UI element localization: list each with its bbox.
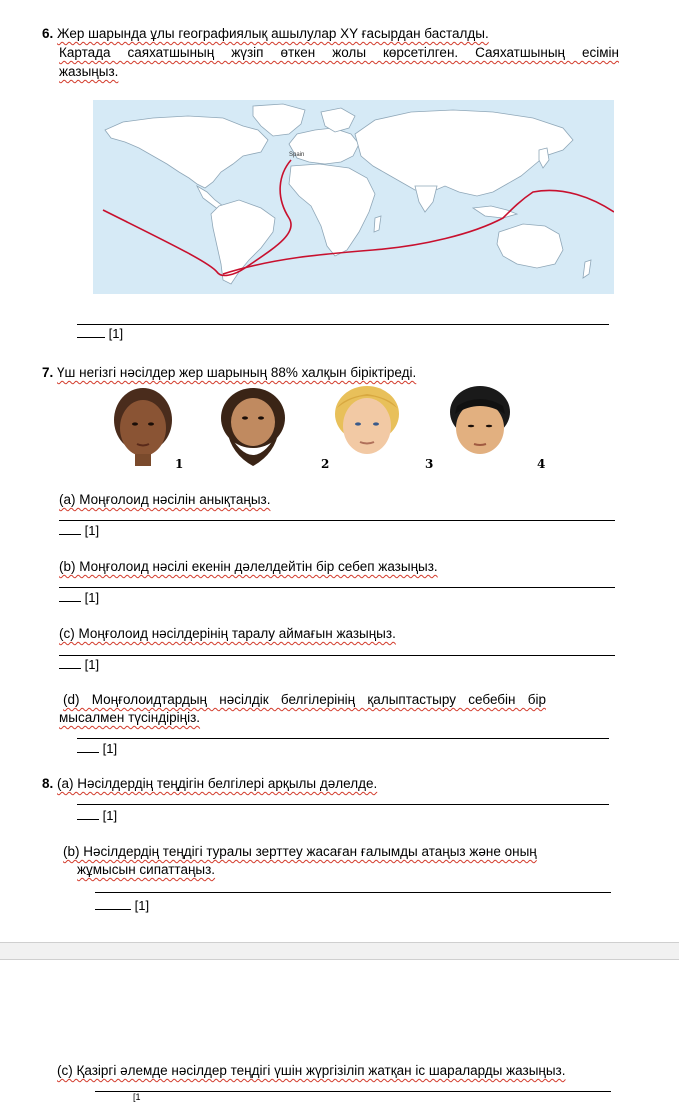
face-3-number: 3 (425, 457, 434, 471)
q8b-mark: [1] (134, 898, 150, 913)
europe (289, 128, 359, 164)
q8b-answer-line[interactable] (95, 892, 611, 893)
q8a: 8. (а) Нәсілдердің теңдігін белгілері арқылы дәлелде. (42, 776, 378, 791)
q6-line3: жазыңыз. (59, 64, 119, 79)
q7b-answer-line[interactable] (59, 587, 615, 588)
q8c: (с) Қазіргі әлемде нәсілдер теңдігі үшін жүргізіліп жатқан іс шараларды жазыңыз. (57, 1063, 566, 1078)
q6-answer-line[interactable] (77, 324, 609, 325)
q6-answer-blank[interactable] (77, 337, 105, 338)
q8a-answer-line[interactable] (77, 804, 609, 805)
q7c-mark-row (59, 657, 99, 672)
q7b-answer-blank[interactable] (59, 601, 81, 602)
q6-line1: 6. Жер шарында ұлы географиялық ашылулар XY ғасырдан басталды. (42, 26, 489, 41)
q7c-mark: [1] (84, 657, 100, 672)
q7-header: 7. Үш негізгі нәсілдер жер шарының 88% халқын біріктіреді. (42, 365, 417, 380)
q6-text: Жер шарында ұлы географиялық ашылулар XY ғасырдан басталды. (57, 26, 489, 41)
q7b-mark-row (59, 590, 99, 605)
face-2-image (221, 388, 285, 466)
face-4-number: 4 (537, 457, 546, 471)
q8b-line1: (b) Нәсілдердің теңдігі туралы зерттеу жасаған ғалымды атаңыз және оның (63, 844, 537, 859)
q7a-mark-row (59, 523, 99, 538)
q7d-answer-blank[interactable] (77, 752, 99, 753)
q7a-answer-line[interactable] (59, 520, 615, 521)
q8a-mark: [1] (102, 808, 118, 823)
q7-text: Үш негізгі нәсілдер жер шарының 88% халқын біріктіреді. (57, 365, 417, 380)
q8b-answer-blank[interactable] (95, 909, 131, 910)
q7d-line2: мысалмен түсіндіріңіз. (59, 710, 201, 725)
q8a-answer-blank[interactable] (77, 819, 99, 820)
world-map (93, 100, 614, 294)
q7b: (b) Моңғолоид нәсілі екенін дәлелдейтін бір себеп жазыңыз. (59, 559, 438, 574)
face-4-image (450, 386, 510, 454)
map-spain-label: Spain (289, 152, 305, 158)
face-2-number: 2 (321, 457, 330, 471)
q8b-line2: жұмысын сипаттаңыз. (77, 862, 216, 877)
q7d-answer-line[interactable] (77, 738, 609, 739)
q7a-answer-blank[interactable] (59, 534, 81, 535)
q7d-mark: [1] (102, 741, 118, 756)
face-3-image (335, 386, 399, 454)
q7b-mark: [1] (84, 590, 100, 605)
q6-line2: Картада саяхатшының жүзіп өткен жолы көрсетілген. Саяхатшының есімін (59, 45, 619, 60)
race-faces (105, 384, 555, 474)
q8a-mark-row (77, 808, 117, 823)
q7a-mark: [1] (84, 523, 100, 538)
q8b-mark-row (95, 898, 149, 913)
q6-mark: [1] (108, 326, 124, 341)
page-break (0, 942, 679, 960)
q7c: (с) Моңғолоид нәсілдерінің таралу аймағын жазыңыз. (59, 626, 396, 641)
q7c-answer-line[interactable] (59, 655, 615, 656)
q7d-mark-row (77, 741, 117, 756)
q6-mark-row (77, 326, 123, 341)
face-1-image (114, 388, 172, 466)
q7d-line1: (d) Моңғолоидтардың нәсілдік белгілерінің қалыптастыру себебін бір (63, 692, 546, 707)
face-1-number: 1 (175, 457, 184, 471)
q7a: (а) Моңғолоид нәсілін анықтаңыз. (59, 492, 271, 507)
q8c-mark-partial: [1 (133, 1092, 141, 1102)
q7c-answer-blank[interactable] (59, 668, 81, 669)
q8c-answer-line[interactable] (95, 1091, 611, 1092)
